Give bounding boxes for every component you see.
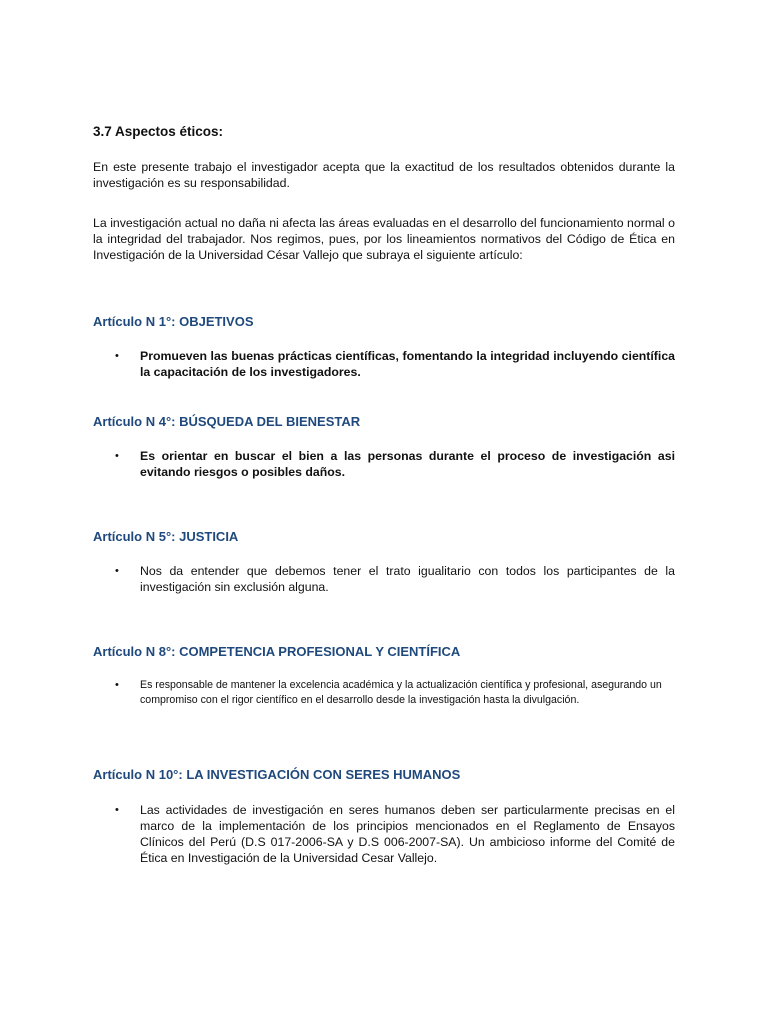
article-4-title: Artículo N 4°: BÚSQUEDA DEL BIENESTAR (93, 414, 361, 429)
bullet-icon: • (115, 679, 119, 691)
article-8-bullet (93, 678, 675, 708)
article-4-bullet (93, 448, 675, 480)
norms-paragraph: La investigación actual no daña ni afecta las áreas evaluadas en el desarrollo del funcionamiento normal o la integridad del trabajador. Nos regimos, pues, por los lineamientos normativos del Código de Ética en Investigación de la Universidad César Vallejo que subraya el siguiente artículo: (93, 216, 675, 262)
bullet-icon: • (115, 350, 119, 362)
bullet-icon: • (115, 565, 119, 577)
intro-paragraph: En este presente trabajo el investigador acepta que la exactitud de los resultados obtenidos durante la investigación es su responsabilidad. (93, 160, 675, 190)
article-1-title: Artículo N 1°: OBJETIVOS (93, 314, 254, 329)
article-5-bullet (93, 563, 675, 595)
article-8-text: Es responsable de mantener la excelencia académica y la actualización científica y profesional, asegurando un compromiso con el rigor científico en el desarrollo desde la investigación hasta la divulgación. (140, 679, 662, 706)
article-5-title: Artículo N 5°: JUSTICIA (93, 529, 239, 544)
article-10-bullet (93, 802, 675, 866)
article-10-text: Las actividades de investigación en seres humanos deben ser particularmente precisas en el marco de la implementación de los principios mencionados en el Reglamento de Ensayos Clínicos del Perú (D.S 017-2006-SA y D.S 006-2007-SA). Un ambicioso informe del Comité de Ética en Investigación de la Universidad Cesar Vallejo. (140, 803, 675, 865)
section-title: 3.7 Aspectos éticos: (93, 124, 224, 139)
article-1-bullet (93, 348, 675, 380)
bullet-icon: • (115, 450, 119, 462)
article-8-title: Artículo N 8°: COMPETENCIA PROFESIONAL Y CIENTÍFICA (93, 644, 461, 659)
article-1-text: Promueven las buenas prácticas científicas, fomentando la integridad incluyendo científica la capacitación de los investigadores. (140, 349, 675, 379)
bullet-icon: • (115, 804, 119, 816)
article-10-title: Artículo N 10°: LA INVESTIGACIÓN CON SERES HUMANOS (93, 767, 461, 782)
article-5-text: Nos da entender que debemos tener el trato igualitario con todos los participantes de la investigación sin exclusión alguna. (140, 564, 675, 594)
article-4-text: Es orientar en buscar el bien a las personas durante el proceso de investigación asi evitando riesgos o posibles daños. (140, 449, 675, 479)
